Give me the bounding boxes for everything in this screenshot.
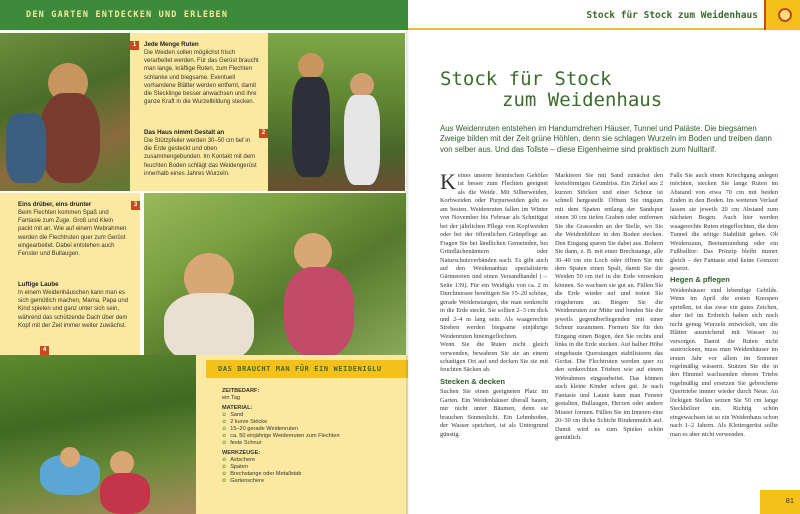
article-lead: Aus Weidenruten entstehen im Handumdrehen Häuser, Tunnel und Paläste. Die biegsamen Zweige bilden mit der Zeit grüne Höhlen, denn sie schlagen Wurzeln im Boden und treiben dann von selber aus. Und das Tollste – diese Eigenheime sind praktisch zum Nulltarif. (440, 124, 772, 154)
subheading: Hegen & pflegen (670, 275, 730, 285)
article-column-1 (440, 169, 548, 439)
section-badge (764, 0, 800, 30)
caption-number: 4 (40, 346, 49, 355)
caption-text: Die Stützpfeiler werden 30–50 cm tief in die Erde gesteckt und oben zusammengebunden. Im Kontakt mit dem feuchten Boden schlägt das Weidengerüst innerhalb eines Jahres Wurzeln. (144, 138, 257, 177)
materials-heading-bar (206, 360, 408, 378)
caption-number: 1 (130, 41, 139, 50)
material-item: ✿ 15–20 gerade Weidenruten (222, 426, 400, 433)
tool-item: ✿ Brechstange oder Metallstab (222, 471, 400, 478)
materials-box (196, 355, 408, 514)
caption-title: Luftige Laube (18, 281, 59, 288)
caption-text: In einem Weidenhäuschen kann man es sich gemütlich machen, Mama, Papa und Kind spielen und ganz unter sich sein, während das schützende Dach über dem Kopf mit der Zeit immer weiter zuwächst. (18, 290, 129, 329)
tool-item: ✿ Gartenschere (222, 478, 400, 485)
body-text: Markieren Sie mit Sand zunächst den kreisförmigen Grundriss. Ein Zirkel aus 2 kurzen Stöcken und einer Schnur ist schnell hergestellt. Öffnen Sie ringsum mit dem Spaten entlang der Sandspur einen 30 cm tiefen Graben oder entfernen Sie die Grassoden an der Stelle, wo Sie die Weidenhölzer in den Boden stecken. Den Eingang sparen Sie dabei aus. Bohren Sie dann, z. B. mit einer Brechstange, alle 30–40 cm ein Loch oder öffnen Sie mit dem Spaten einen Spalt, damit Sie die Weiden 50 cm tief in die Erde versenken können. So wachsen sie gut an. Füllen Sie die Erde wieder auf und treten Sie ringsherum an. Biegen Sie die Weidenruten zur Mitte und binden Sie die jeweils gegenüberliegenden mit einer Schnur zusammen. Formen Sie für den Eingang einen Bogen, den Sie rechts und links in die Erde stecken. Auf halber Höhe eingebaute Querstangen stabilisieren das Gerüst. Die Flechtruten werden quer zu den senkrechten Trieben wie auf einem Webrahmen eingearbeitet. Das können auch kleine Kinder schon gut. Je nach Fantasie und Laune kann man Fenster gestalten, Bullaugen, Herzen oder andere Muster formen. Füllen Sie im Inneren eine 20–30 cm dicke Schicht Rindenmulch auf. Damit wird es zum Spielen schön gemütlich. (555, 172, 663, 442)
material-item: ✿ Sand (222, 412, 400, 419)
caption-box-middle (0, 193, 140, 355)
caption-box-top (130, 33, 268, 191)
material-item: ✿ ca. 50 einjährige Weidenruten zum Flechten (222, 433, 400, 440)
photo-willow-arbor (0, 355, 196, 514)
caption-text: Die Weiden sollen möglichst frisch verarbeitet werden. Für das Gerüst braucht man lange, kräftige Ruten, zum Flechten schlanke und biegsame. Eventuell vorhandene Blätter werden entfernt, damit die Stecklinge besser anwachsen und ihre ganze Kraft in die Wurzelbildung stecken. (144, 50, 259, 106)
tools-label: WERKZEUGE: (222, 450, 261, 456)
caption-title: Das Haus nimmt Gestalt an (144, 129, 225, 136)
caption-title: Eins drüber, eins drunter (18, 201, 92, 208)
drop-cap: K (440, 169, 456, 194)
material-label: MATERIAL: (222, 405, 253, 411)
body-text: Falls Sie auch einen Kriechgang anlegen möchten, stecken Sie lange Ruten im Abstand von etwa 70 cm mit beiden Enden in den Boden. Im weiteren Verlauf lassen sie jeweils 20 cm Abstand zum nächsten Bogen. Auch hier werden waagerechte Ruten eingeflochten, die dem Tunnel die nötige Stabilität geben. Ob Weidenzaun, Beetumrandung oder ein Fußballtor: Das Prinzip bleibt immer gleich – der Fantasie sind keine Grenzen gesetzt. (670, 172, 778, 272)
sun-icon (778, 8, 792, 22)
time-value: ein Tag (222, 395, 240, 401)
article-title-line2: zum Weidenhaus (502, 89, 663, 111)
material-item: ✿ feste Schnur (222, 440, 400, 447)
photo-weaving-willow (144, 193, 406, 355)
caption-text: Beim Flechten kommen Spaß und Fantasie zum Zuge. Groß und Klein packt mit an. Wie auf einem Webrahmen werden die Flechtruten quer zum Gerüst eingearbeitet. Dabei entstehen auch Fenster und Bullaugen. (18, 210, 127, 258)
subheading: Stecken & decken (440, 376, 505, 386)
body-text: Suchen Sie einen geeigneten Platz im Garten. Ein Weidenhäuser überall bauen, nur nicht unter Bäumen, denn sie brauchen Sonnenlicht. Ein Lehmboden, der Wasser speichert, ist als Untergrund günstig. (440, 388, 548, 438)
article-column-2 (555, 172, 663, 443)
photo-child-cutting-willow (0, 33, 130, 191)
photo-family-building-frame (268, 33, 405, 191)
article-title-line1: Stock für Stock (440, 68, 612, 90)
page-number-box (760, 490, 800, 514)
caption-number: 2 (259, 129, 268, 138)
caption-title: Jede Menge Ruten (144, 41, 199, 48)
section-header-bar (0, 0, 408, 30)
caption-number: 3 (131, 201, 140, 210)
page-gutter (406, 30, 410, 514)
materials-heading: DAS BRAUCHT MAN FÜR EIN WEIDENIGLU (218, 365, 382, 373)
running-header (408, 0, 800, 30)
material-item: ✿ 2 kurze Stöcke (222, 419, 400, 426)
body-text: Wenn Sie die Ruten nicht gleich verwenden, bewahren Sie sie an einem schattigen Ort auf und decken Sie sie mit feuchten Säcken ab. (440, 341, 548, 374)
article-column-3 (670, 172, 778, 439)
section-header-text: DEN GARTEN ENTDECKEN UND ERLEBEN (26, 10, 229, 20)
tool-item: ✿ Astschere (222, 457, 400, 464)
running-header-text: Stock für Stock zum Weidenhaus (586, 10, 758, 21)
time-label: ZEITBEDARF: (222, 388, 260, 394)
tool-item: ✿ Spaten (222, 464, 400, 471)
page-number: 81 (785, 496, 794, 505)
body-text: Weidenhäuser sind lebendige Gebilde. Wenn im April die ersten Knospen sprießen, ist das zwar ein gutes Zeichen, aber tief im Erdreich haben sich noch nicht genug Wurzeln entwickelt, um die Blätter ausreichend mit Wasser zu versorgen. Damit die Ruten nicht austrocknen, muss man Weidenhäuser im ersten Jahr vor allem im Sommer regelmäßig wässern. Stutzen Sie die in den Himmel wachsenden oberen Triebe regelmäßig und ersetzen Sie gebrochene Quertriebe immer wieder durch Neue. An löckigen Stellen setzen Sie 50 cm lange Steckhölzer ein. Richtig schön eingewachsen ist so ein Weidenhaus schon nach 1–2 Jahren. Als Klettergerüst sollte man es aber nicht verwenden. (670, 286, 778, 438)
body-text: eines unserer heimischen Gehölze ist besser zum Flechten geeignet als die Weide. Mit Silberweiden, Korbweiden oder Purpurweiden geht es am besten. Weidenruten fallen im Winter von November bis Februar als Schnittgut bei der jährlichen Pflege von Kopfweiden oder bei der öffentlichen Grünpflege an. Fragen Sie bei ländlichen Gemeinden, bei Grünflächenämtern oder Naturschutzverbänden nach. Es gibt auch auf den Weidenanbau spezialisierte Gärtnereien und einen Versandhandel (→ Seite 139). Für ein Weidiglu von ca. 2 m Durchmesser benötigen Sie 15–20 schöne, gerade Weidenstangen, die man senkrecht in die Erde steckt. Sie sollten 2–3 cm dick und 2–4 m lang sein. Als waagerechte Streben werden biegsame einjährige Weidenruten hineingeflochten. (440, 172, 548, 340)
header-rule (408, 28, 764, 30)
